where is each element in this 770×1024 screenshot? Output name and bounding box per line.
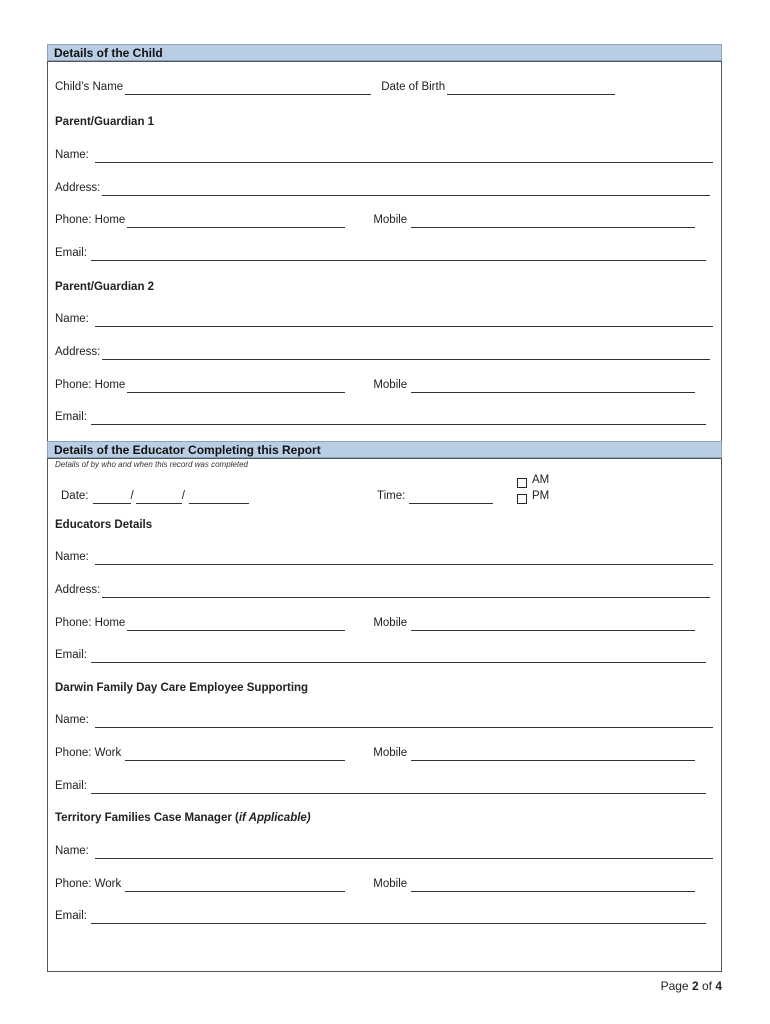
date-year-field[interactable] bbox=[189, 492, 249, 504]
guardian2-mobile-field[interactable] bbox=[411, 381, 695, 393]
guardian1-name-label: Name: bbox=[55, 149, 89, 161]
territory-name-label: Name: bbox=[55, 845, 89, 857]
dob-field[interactable] bbox=[447, 83, 615, 95]
guardian2-email-row bbox=[55, 410, 706, 425]
guardian2-email-label: Email: bbox=[55, 411, 87, 423]
educator-name-label: Name: bbox=[55, 551, 89, 563]
page-current: 2 bbox=[691, 979, 699, 993]
guardian1-name-row bbox=[55, 148, 713, 163]
darwin-phone-label: Phone: Work bbox=[55, 747, 122, 759]
territory-mobile-field[interactable] bbox=[411, 880, 695, 892]
guardian2-address-label: Address: bbox=[55, 346, 101, 358]
educator-section-header: Details of the Educator Completing this Report bbox=[47, 441, 722, 458]
educator-note: Details of by who and when this record was completed bbox=[55, 460, 248, 469]
guardian1-phone-label: Phone: Home bbox=[55, 214, 126, 226]
educator-phone-label: Phone: Home bbox=[55, 617, 126, 629]
date-sep-2: / bbox=[181, 490, 185, 502]
guardian2-name-label: Name: bbox=[55, 313, 89, 325]
territory-phone-label: Phone: Work bbox=[55, 878, 122, 890]
educator-address-field[interactable] bbox=[102, 586, 710, 598]
territory-heading-italic: if Applicable) bbox=[238, 812, 311, 824]
darwin-heading: Darwin Family Day Care Employee Supporting bbox=[55, 682, 309, 694]
territory-heading bbox=[55, 811, 311, 826]
guardian1-phone-field[interactable] bbox=[127, 216, 345, 228]
date-day-field[interactable] bbox=[93, 492, 131, 504]
am-checkbox[interactable] bbox=[517, 478, 527, 488]
territory-mobile-label: Mobile bbox=[373, 878, 408, 890]
guardian2-name-field[interactable] bbox=[95, 315, 713, 327]
child-section-header: Details of the Child bbox=[47, 44, 722, 61]
territory-phone-field[interactable] bbox=[125, 880, 345, 892]
guardian2-address-row bbox=[55, 345, 710, 360]
am-label: AM bbox=[532, 474, 550, 486]
guardian1-address-row bbox=[55, 181, 710, 196]
childs-name-field[interactable] bbox=[125, 83, 371, 95]
guardian1-heading: Parent/Guardian 1 bbox=[55, 116, 155, 128]
guardian1-name-field[interactable] bbox=[95, 151, 713, 163]
date-month-field[interactable] bbox=[136, 492, 182, 504]
educator-name-field[interactable] bbox=[95, 553, 713, 565]
darwin-phone-row bbox=[55, 746, 695, 761]
territory-name-field[interactable] bbox=[95, 847, 713, 859]
territory-heading-text: Territory Families Case Manager ( bbox=[55, 812, 239, 824]
date-sep-1: / bbox=[130, 490, 134, 502]
guardian1-email-row bbox=[55, 246, 706, 261]
darwin-email-field[interactable] bbox=[91, 782, 706, 794]
educator-email-field[interactable] bbox=[91, 651, 706, 663]
darwin-email-row bbox=[55, 779, 706, 794]
guardian2-phone-field[interactable] bbox=[127, 381, 345, 393]
page-number bbox=[661, 979, 722, 993]
guardian1-phone-row bbox=[55, 213, 695, 228]
guardian2-phone-row bbox=[55, 378, 695, 393]
guardian2-mobile-label: Mobile bbox=[373, 379, 408, 391]
territory-phone-row bbox=[55, 877, 695, 892]
territory-email-label: Email: bbox=[55, 910, 87, 922]
guardian1-email-label: Email: bbox=[55, 247, 87, 259]
guardian2-address-field[interactable] bbox=[102, 348, 710, 360]
pm-option[interactable] bbox=[517, 489, 549, 504]
territory-email-field[interactable] bbox=[91, 912, 706, 924]
educator-email-label: Email: bbox=[55, 649, 87, 661]
dob-label: Date of Birth bbox=[381, 81, 446, 93]
educator-address-label: Address: bbox=[55, 584, 101, 596]
educator-section-panel bbox=[47, 458, 722, 972]
guardian1-mobile-field[interactable] bbox=[411, 216, 695, 228]
darwin-email-label: Email: bbox=[55, 780, 87, 792]
guardian2-email-field[interactable] bbox=[91, 413, 706, 425]
guardian1-address-label: Address: bbox=[55, 182, 101, 194]
darwin-phone-field[interactable] bbox=[125, 749, 345, 761]
child-section-panel bbox=[47, 61, 722, 442]
time-field[interactable] bbox=[409, 492, 493, 504]
pm-label: PM bbox=[532, 490, 550, 502]
territory-name-row bbox=[55, 844, 713, 859]
guardian2-phone-label: Phone: Home bbox=[55, 379, 126, 391]
date-label: Date: bbox=[61, 490, 89, 502]
educator-phone-field[interactable] bbox=[127, 619, 345, 631]
time-row bbox=[377, 489, 493, 504]
page-prefix: Page bbox=[660, 979, 692, 993]
guardian2-name-row bbox=[55, 312, 713, 327]
darwin-name-field[interactable] bbox=[95, 716, 713, 728]
darwin-mobile-field[interactable] bbox=[411, 749, 695, 761]
darwin-name-label: Name: bbox=[55, 714, 89, 726]
guardian1-address-field[interactable] bbox=[102, 184, 710, 196]
educator-mobile-field[interactable] bbox=[411, 619, 695, 631]
educator-mobile-label: Mobile bbox=[373, 617, 408, 629]
time-label: Time: bbox=[377, 490, 406, 502]
guardian1-email-field[interactable] bbox=[91, 249, 706, 261]
educator-address-row bbox=[55, 583, 710, 598]
childs-name-row bbox=[55, 80, 615, 95]
territory-email-row bbox=[55, 909, 706, 924]
educator-phone-row bbox=[55, 616, 695, 631]
educator-name-row bbox=[55, 550, 713, 565]
page-of: of bbox=[698, 979, 716, 993]
pm-checkbox[interactable] bbox=[517, 494, 527, 504]
darwin-mobile-label: Mobile bbox=[373, 747, 408, 759]
childs-name-label: Child’s Name bbox=[55, 81, 124, 93]
date-row bbox=[61, 489, 249, 504]
am-option[interactable] bbox=[517, 473, 549, 488]
darwin-name-row bbox=[55, 713, 713, 728]
page-total: 4 bbox=[715, 979, 722, 993]
guardian1-mobile-label: Mobile bbox=[373, 214, 408, 226]
guardian2-heading: Parent/Guardian 2 bbox=[55, 281, 155, 293]
educator-email-row bbox=[55, 648, 706, 663]
educators-details-heading: Educators Details bbox=[55, 519, 153, 531]
